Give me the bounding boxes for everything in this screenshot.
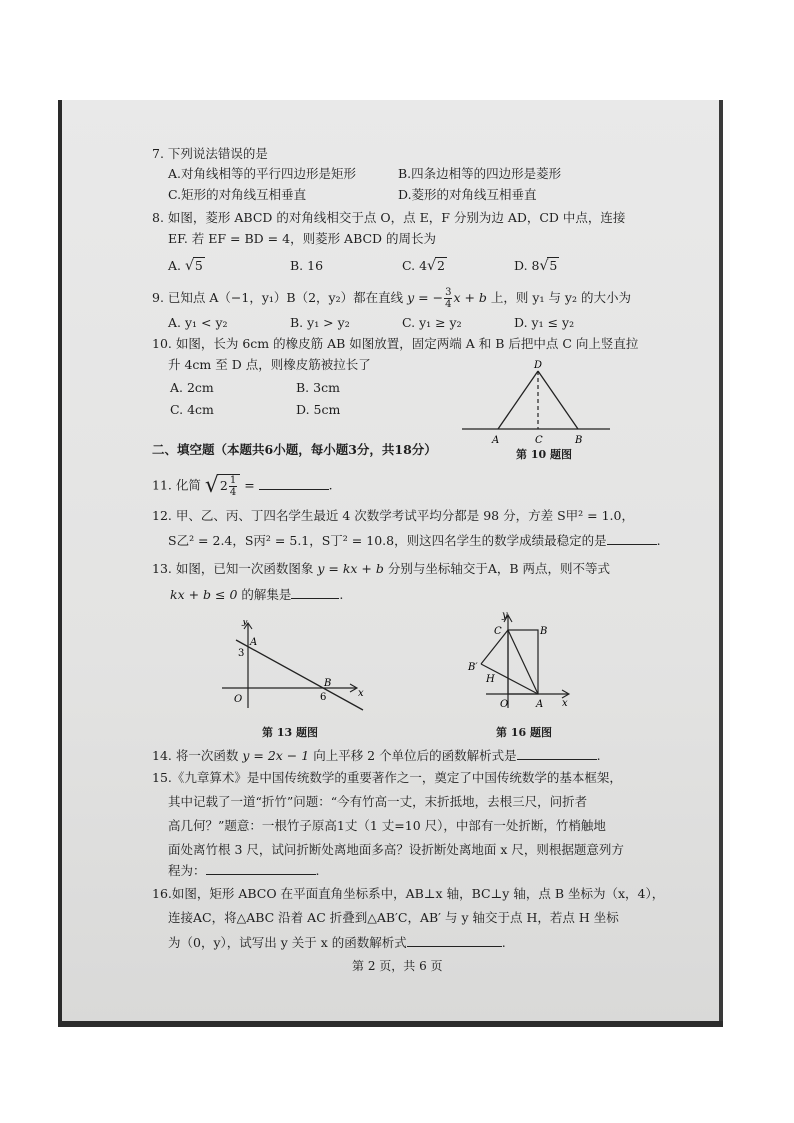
answer-blank[interactable] xyxy=(206,862,316,875)
q10-figure xyxy=(458,355,618,450)
label-c: C xyxy=(494,626,502,637)
q15-line1: 15.《九章算术》是中国传统数学的重要著作之一，奠定了中国传统数学的基本框架， xyxy=(152,770,622,785)
q12-line1: 12. 甲、乙、丙、丁四名学生最近 4 次数学考试平均分都是 98 分，方差 S甲² = 1.0， xyxy=(152,508,634,523)
mixed-number: 2 $\frac{1}{4}$ xyxy=(218,474,240,498)
q8-option-b: B. 16 xyxy=(290,258,324,273)
q13-figure xyxy=(218,620,368,712)
q7-stem: 7. 下列说法错误的是 xyxy=(152,146,268,161)
q8-option-a: A. √5 xyxy=(168,258,203,274)
q16-line1: 16.如图，矩形 ABCO 在平面直角坐标系中，AB⊥x 轴，BC⊥y 轴，点 B 坐标为（x，4）， xyxy=(152,886,665,901)
q10-stem-line1: 10. 如图，长为 6cm 的橡皮筋 AB 如图放置，固定两端 A 和 B 后把中点 C 向上竖直拉 xyxy=(152,336,639,351)
q13-line1: 13. 如图，已知一次函数图象 y = kx + b 分别与坐标轴交于A，B 两点，则不等式 xyxy=(152,561,611,576)
label-h: H xyxy=(486,674,495,685)
label-o: O xyxy=(234,694,243,705)
label-o: O xyxy=(500,699,509,710)
page-shadow-right xyxy=(719,100,723,1025)
q15-line2: 其中记载了一道“折竹”问题：“今有竹高一丈，末折抵地，去根三尺，问折者 xyxy=(168,794,588,809)
q16-line3: 为（0，y），试写出 y 关于 x 的函数解析式 . xyxy=(168,935,506,950)
label-b: B xyxy=(540,626,548,637)
diagonal-ac xyxy=(508,630,538,694)
q10-figure-caption: 第 10 题图 xyxy=(516,448,572,461)
answer-blank[interactable] xyxy=(259,477,329,490)
q10-option-b: B. 3cm xyxy=(296,380,340,395)
q7-option-c: C.矩形的对角线互相垂直 xyxy=(168,187,307,202)
q8-stem-line1: 8. 如图，菱形 ABCD 的对角线相交于点 O，点 E，F 分别为边 AD，CD 中点，连接 xyxy=(152,210,626,225)
radicand: 2 xyxy=(436,258,445,273)
tick-3: 3 xyxy=(238,648,245,659)
label-b-prime: B′ xyxy=(468,662,478,673)
tick-6: 6 xyxy=(320,692,327,703)
q16-line2: 连接AC，将△ABC 沿着 AC 折叠到△AB′C，AB′ 与 y 轴交于点 H，若点 H 坐标 xyxy=(168,910,619,925)
q10-option-a: A. 2cm xyxy=(170,380,214,395)
q9-stem: 9. 已知点 A（−1，y₁）B（2，y₂）都在直线 y = − $\frac{3}{4}$ x + b 上，则 y₁ 与 y₂ 的大小为 xyxy=(152,287,631,310)
label-a: A xyxy=(250,637,258,648)
answer-blank[interactable] xyxy=(517,747,597,760)
q7-option-a: A.对角线相等的平行四边形是矩形 xyxy=(168,166,357,181)
q10-option-d: D. 5cm xyxy=(296,402,341,417)
label-a: A xyxy=(492,435,500,446)
label-b: B xyxy=(324,678,332,689)
q8-stem-line2: EF. 若 EF = BD = 4，则菱形 ABCD 的周长为 xyxy=(168,231,437,246)
q9-option-c: C. y₁ ≥ y₂ xyxy=(402,315,462,330)
q9-option-a: A. y₁ < y₂ xyxy=(168,315,228,330)
fraction: $\frac{3}{4}$ xyxy=(445,287,452,310)
label-x: x xyxy=(562,698,568,709)
q11-stem: 11. 化简 √2 $\frac{1}{4}$ = . xyxy=(152,473,333,498)
segment-db xyxy=(538,371,578,429)
q15-line4: 面处离竹根 3 尺，试问折断处离地面多高？设折断处离地面 x 尺，则根据题意列方 xyxy=(168,842,624,857)
label-x: x xyxy=(358,688,364,699)
q7-option-d: D.菱形的对角线互相垂直 xyxy=(398,187,537,202)
answer-blank[interactable] xyxy=(407,934,502,947)
radicand: 5 xyxy=(194,258,203,273)
label-c: C xyxy=(535,435,543,446)
q14-stem: 14. 将一次函数 y = 2x − 1 向上平移 2 个单位后的函数解析式是 . xyxy=(152,748,601,763)
q13-line2: kx + b ≤ 0 的解集是 . xyxy=(170,587,344,602)
q16-figure xyxy=(466,612,576,712)
q15-line5: 程为： . xyxy=(168,863,320,878)
label-y: y xyxy=(502,612,508,621)
q15-line3: 高几何？”题意：一根竹子原高1丈（1 丈=10 尺），中部有一处折断，竹梢触地 xyxy=(168,818,606,833)
page-shadow-left xyxy=(58,100,62,1025)
q8-option-c: C. 4√2 xyxy=(402,258,445,274)
answer-blank[interactable] xyxy=(607,532,657,545)
label-d: D xyxy=(534,360,543,371)
function-line xyxy=(236,640,363,710)
radicand: 5 xyxy=(549,258,558,273)
q9-option-d: D. y₁ ≤ y₂ xyxy=(514,315,575,330)
segment-ad xyxy=(498,371,538,429)
page-shadow-bottom xyxy=(58,1021,723,1027)
q16-figure-caption: 第 16 题图 xyxy=(496,726,552,739)
label-a: A xyxy=(536,699,544,710)
answer-blank[interactable] xyxy=(291,586,339,599)
label-b: B xyxy=(575,435,583,446)
q8-option-d: D. 8√5 xyxy=(514,258,558,274)
q10-stem-line2: 升 4cm 至 D 点，则橡皮筋被拉长了 xyxy=(168,357,371,372)
q12-line2: S乙² = 2.4，S丙² = 5.1，S丁² = 10.8，则这四名学生的数学成绩最稳定的是 . xyxy=(168,533,661,548)
page-footer: 第 2 页，共 6 页 xyxy=(352,959,443,973)
q9-option-b: B. y₁ > y₂ xyxy=(290,315,350,330)
label-y: y xyxy=(242,620,248,627)
q10-option-c: C. 4cm xyxy=(170,402,214,417)
q13-figure-caption: 第 13 题图 xyxy=(262,726,318,739)
section-heading: 二、填空题（本题共6小题，每小题3分，共18分） xyxy=(152,442,437,457)
q7-option-b: B.四条边相等的四边形是菱形 xyxy=(398,166,562,181)
